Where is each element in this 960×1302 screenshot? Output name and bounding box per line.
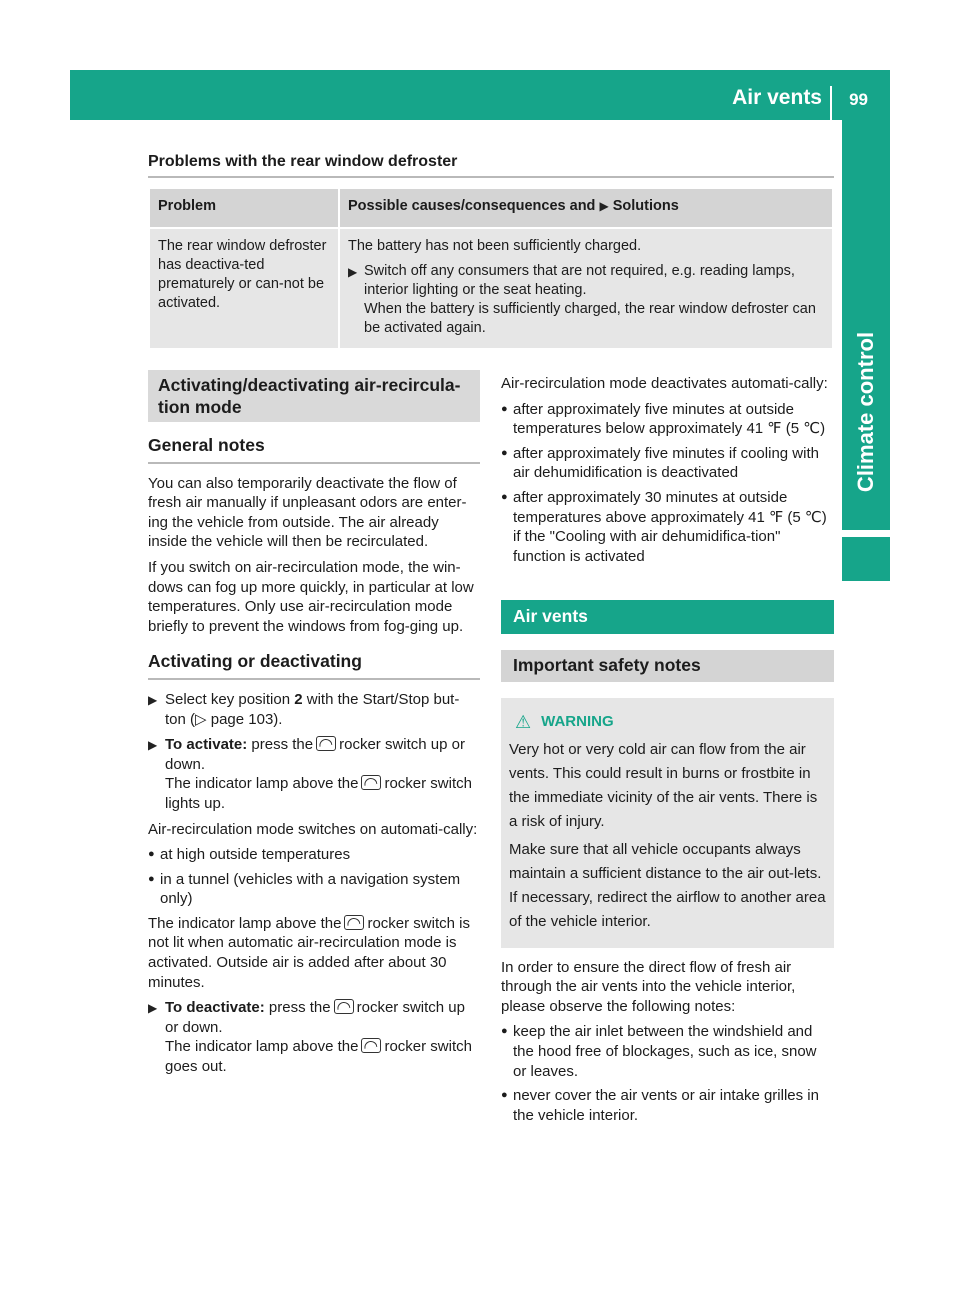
deact-item-1: after approximately five minutes at outside temperatures below approximately 41 ℉ (5 ℃) — [513, 400, 826, 438]
list-item — [148, 845, 480, 865]
activate-label: To activate: — [165, 736, 248, 754]
table-header-row — [150, 189, 832, 227]
air-vents-banner: Air vents — [501, 600, 834, 634]
bullet-icon: ● — [501, 1089, 508, 1102]
header-title: Air vents — [732, 86, 822, 109]
auto-note-a: The indicator lamp above the — [148, 914, 342, 932]
page-number: 99 — [849, 90, 868, 109]
bullet-icon: ● — [501, 490, 508, 503]
warning-p1: Very hot or very cold air can flow from the air vents. This could result in burns or frostbite in the immediate vicinity of the air vents. There is a risk of injury. — [509, 740, 818, 830]
side-tab-label: Climate control — [853, 331, 879, 493]
solution-cell — [340, 229, 832, 348]
auto-intro: Air-recirculation mode switches on automati-cally: — [148, 820, 478, 838]
right-column — [501, 374, 834, 1130]
note-item-1: keep the air inlet between the windshield and the hood free of blockages, such as ice, snow or leaves. — [513, 1023, 817, 1080]
bullet-icon: ● — [148, 848, 155, 861]
problem-cell — [150, 229, 338, 348]
activating-title: Activating or deactivating — [148, 651, 362, 672]
recirculation-icon — [316, 736, 336, 751]
page-ref-link[interactable]: page 103). — [210, 710, 283, 728]
activate-text-a: press the — [251, 736, 314, 754]
table-row — [150, 229, 832, 348]
col-solutions-header — [340, 189, 832, 227]
recirculation-banner: Activating/deactivating air-recircula-tion mode — [148, 370, 480, 422]
left-column — [148, 370, 480, 1083]
bullet-icon: ● — [501, 446, 508, 459]
step1-text-b: with the Start/Stop but-ton ( — [165, 690, 460, 728]
deact-item-2: after approximately five minutes if cooling with air dehumidification is deactivated — [513, 444, 819, 482]
list-item — [501, 1022, 834, 1081]
auto-note-b: rocker switch is not lit when automatic air-recirculation mode is activated. Outside air is added after about 30 minutes. — [148, 914, 470, 991]
step-key-position — [148, 690, 480, 729]
bullet-icon: ● — [501, 1025, 508, 1038]
general-p1: You can also temporarily deactivate the flow of fresh air manually if unpleasant odors are enter-ing the vehicle from outside. The air already inside the vehicle will then be recirculated. — [148, 474, 467, 551]
problems-title: Problems with the rear window defroster — [148, 153, 458, 170]
activating-rule — [148, 678, 480, 680]
recirculation-icon — [334, 999, 354, 1014]
activate-text-b: rocker switch up or down. — [165, 736, 465, 773]
solution-2: When the battery is sufficiently charged, the rear window defroster can be activated again. — [364, 301, 816, 336]
safety-notes-banner: Important safety notes — [501, 650, 834, 682]
deact-intro: Air-recirculation mode deactivates automati-cally: — [501, 375, 828, 392]
recirculation-icon — [344, 915, 364, 930]
recirculation-icon — [361, 1038, 381, 1053]
activate-text-d: rocker switch lights up. — [165, 775, 472, 812]
auto-note — [148, 914, 480, 992]
triangle-icon: ▶ — [148, 692, 158, 707]
deact-item-3: after approximately 30 minutes at outside temperatures above approximately 41 ℉ (5 ℃) if the "Cooling with air dehumidifica-tion" function is activated — [513, 488, 827, 565]
col-problem-header: Problem — [150, 189, 338, 227]
auto-item-2: in a tunnel (vehicles with a navigation system only) — [160, 870, 461, 908]
warning-header — [509, 710, 826, 734]
deactivate-label: To deactivate: — [165, 999, 265, 1017]
col-solutions-post: Solutions — [612, 198, 679, 214]
deactivate-text-d: rocker switch goes out. — [165, 1038, 472, 1076]
side-tab-marker — [842, 537, 890, 581]
triangle-icon: ▶ — [348, 265, 358, 279]
page-ref-icon: ▷ — [195, 710, 207, 728]
warning-label: WARNING — [541, 712, 614, 730]
header-bar — [70, 70, 890, 120]
deactivate-text-a: press the — [268, 999, 331, 1017]
deactivate-text-b: rocker switch up or down. — [165, 999, 465, 1036]
solution-1: Switch off any consumers that are not required, e.g. reading lamps, interior lighting or the seat heating. — [364, 263, 795, 298]
bullet-icon: ● — [148, 872, 155, 885]
activate-text-c: The indicator lamp above the — [165, 775, 359, 793]
recirculation-icon — [361, 775, 381, 790]
header-separator — [830, 86, 832, 120]
triangle-icon: ▶ — [599, 199, 609, 213]
warning-p2: Make sure that all vehicle occupants always maintain a sufficient distance to the air out-lets. If necessary, redirect the airflow to another area of the vehicle interior. — [509, 840, 826, 930]
warning-box — [501, 698, 834, 948]
triangle-icon: ▶ — [148, 738, 158, 753]
deactivate-text-c: The indicator lamp above the — [165, 1038, 359, 1056]
problems-rule — [148, 176, 834, 178]
general-p2: If you switch on air-recirculation mode, the win-dows can fog up more quickly, in particular at low temperatures. Only use air-recirculation mode briefly to prevent the windows from fog-ging up. — [148, 558, 474, 635]
step-deactivate — [148, 998, 480, 1076]
general-notes-title: General notes — [148, 435, 265, 455]
solution-step — [348, 262, 824, 338]
general-notes-rule — [148, 462, 480, 464]
step1-key: 2 — [294, 690, 303, 708]
list-item — [501, 488, 834, 566]
list-item — [501, 1086, 834, 1125]
list-item — [148, 870, 480, 909]
auto-item-1: at high outside temperatures — [160, 846, 351, 864]
step-activate — [148, 735, 480, 813]
step1-text: Select key position — [165, 690, 291, 708]
bullet-icon: ● — [501, 402, 508, 415]
notes-intro: In order to ensure the direct flow of fresh air through the air vents into the vehicle interior, please observe the following notes: — [501, 958, 796, 1015]
problem-text: The rear window defroster has deactiva-ted prematurely or can-not be activated. — [158, 238, 327, 311]
problems-table — [148, 187, 834, 350]
list-item — [501, 400, 834, 439]
list-item — [501, 444, 834, 483]
triangle-icon: ▶ — [148, 1001, 158, 1016]
cause-text: The battery has not been sufficiently charged. — [348, 238, 642, 254]
col-solutions-pre: Possible causes/consequences and — [348, 198, 596, 214]
note-item-2: never cover the air vents or air intake grilles in the vehicle interior. — [513, 1087, 819, 1124]
warning-icon: ⚠ — [515, 711, 532, 732]
